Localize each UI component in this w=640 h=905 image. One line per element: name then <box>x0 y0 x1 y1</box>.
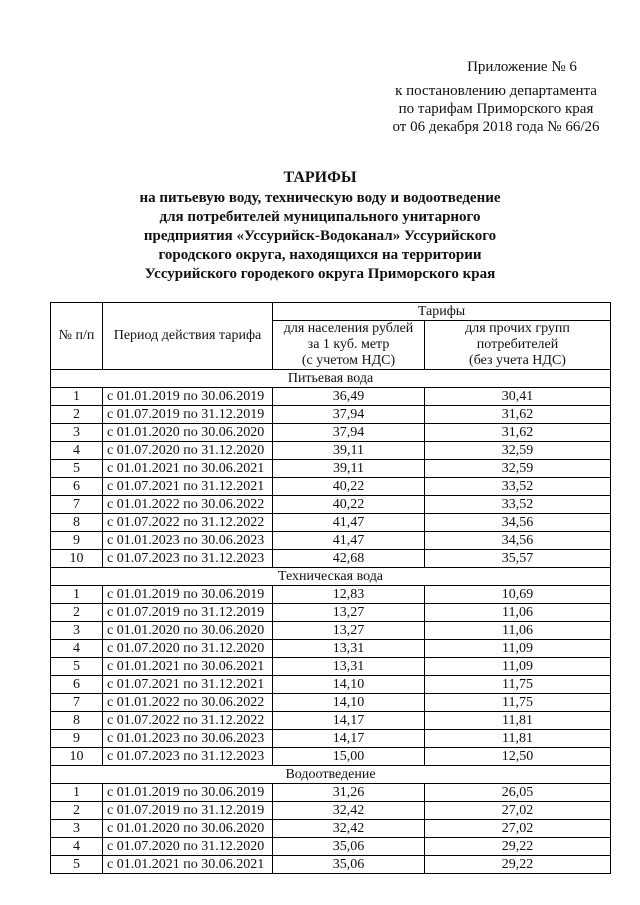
row-population-tariff: 32,42 <box>273 820 425 838</box>
row-other-tariff: 29,22 <box>425 856 611 874</box>
row-population-tariff: 13,31 <box>273 640 425 658</box>
row-population-tariff: 13,27 <box>273 622 425 640</box>
row-other-tariff: 27,02 <box>425 802 611 820</box>
table-row <box>51 442 611 460</box>
header-line: за 1 куб. метр <box>307 337 390 352</box>
row-population-tariff: 39,11 <box>273 460 425 478</box>
document-title: ТАРИФЫ <box>283 169 357 186</box>
row-number: 3 <box>51 424 103 442</box>
row-other-tariff: 31,62 <box>425 406 611 424</box>
row-period: с 01.01.2019 по 30.06.2019 <box>103 388 273 406</box>
table-row <box>51 676 611 694</box>
row-period: с 01.01.2019 по 30.06.2019 <box>103 784 273 802</box>
row-number: 7 <box>51 694 103 712</box>
table-row <box>51 640 611 658</box>
row-other-tariff: 35,57 <box>425 550 611 568</box>
row-other-tariff: 11,06 <box>425 622 611 640</box>
column-header-period: Период действия тарифа <box>103 303 273 370</box>
row-other-tariff: 34,56 <box>425 532 611 550</box>
table-row <box>51 424 611 442</box>
row-other-tariff: 11,81 <box>425 712 611 730</box>
row-period: с 01.07.2020 по 31.12.2020 <box>103 838 273 856</box>
row-period: с 01.01.2021 по 30.06.2021 <box>103 460 273 478</box>
row-other-tariff: 11,06 <box>425 604 611 622</box>
row-period: с 01.01.2019 по 30.06.2019 <box>103 586 273 604</box>
table-row <box>51 550 611 568</box>
row-other-tariff: 12,50 <box>425 748 611 766</box>
row-number: 5 <box>51 856 103 874</box>
row-number: 10 <box>51 748 103 766</box>
row-other-tariff: 31,62 <box>425 424 611 442</box>
row-period: с 01.07.2022 по 31.12.2022 <box>103 514 273 532</box>
row-number: 2 <box>51 802 103 820</box>
row-population-tariff: 39,11 <box>273 442 425 460</box>
table-row <box>51 514 611 532</box>
row-number: 1 <box>51 784 103 802</box>
section-row <box>51 766 611 784</box>
table-row <box>51 460 611 478</box>
row-number: 5 <box>51 460 103 478</box>
section-title: Питьевая вода <box>51 370 611 388</box>
row-period: с 01.07.2020 по 31.12.2020 <box>103 442 273 460</box>
appendix-line: по тарифам Приморского края <box>398 101 594 117</box>
row-other-tariff: 11,75 <box>425 694 611 712</box>
row-population-tariff: 14,17 <box>273 712 425 730</box>
row-number: 10 <box>51 550 103 568</box>
table-row <box>51 604 611 622</box>
row-population-tariff: 37,94 <box>273 424 425 442</box>
row-number: 6 <box>51 676 103 694</box>
table-row <box>51 784 611 802</box>
section-title: Техническая вода <box>51 568 611 586</box>
row-population-tariff: 41,47 <box>273 514 425 532</box>
row-number: 4 <box>51 442 103 460</box>
row-population-tariff: 31,26 <box>273 784 425 802</box>
table-row <box>51 820 611 838</box>
row-population-tariff: 13,31 <box>273 658 425 676</box>
appendix-line: к постановлению департамента <box>395 83 597 99</box>
row-other-tariff: 27,02 <box>425 820 611 838</box>
document-title-block <box>100 168 540 284</box>
row-other-tariff: 32,59 <box>425 442 611 460</box>
row-period: с 01.01.2023 по 30.06.2023 <box>103 532 273 550</box>
table-row <box>51 658 611 676</box>
row-population-tariff: 35,06 <box>273 838 425 856</box>
row-population-tariff: 37,94 <box>273 406 425 424</box>
row-period: с 01.07.2019 по 31.12.2019 <box>103 802 273 820</box>
row-period: с 01.01.2021 по 30.06.2021 <box>103 856 273 874</box>
row-number: 3 <box>51 820 103 838</box>
row-population-tariff: 40,22 <box>273 478 425 496</box>
column-header-number: № п/п <box>51 303 103 370</box>
tariffs-table <box>50 302 611 874</box>
table-row <box>51 730 611 748</box>
row-population-tariff: 35,06 <box>273 856 425 874</box>
header-line: потребителей <box>476 337 559 352</box>
row-number: 4 <box>51 640 103 658</box>
row-period: с 01.07.2021 по 31.12.2021 <box>103 478 273 496</box>
row-period: с 01.01.2020 по 30.06.2020 <box>103 820 273 838</box>
row-period: с 01.07.2023 по 31.12.2023 <box>103 550 273 568</box>
row-number: 1 <box>51 388 103 406</box>
row-population-tariff: 12,83 <box>273 586 425 604</box>
row-number: 9 <box>51 730 103 748</box>
table-row <box>51 856 611 874</box>
table-header <box>51 303 611 370</box>
header-line: для населения рублей <box>283 321 414 336</box>
row-period: с 01.01.2022 по 30.06.2022 <box>103 496 273 514</box>
title-line: на питьевую воду, техническую воду и водоотведение <box>139 190 501 206</box>
row-period: с 01.07.2021 по 31.12.2021 <box>103 676 273 694</box>
row-population-tariff: 14,10 <box>273 694 425 712</box>
row-other-tariff: 33,52 <box>425 496 611 514</box>
row-number: 2 <box>51 604 103 622</box>
table-row <box>51 406 611 424</box>
row-period: с 01.01.2023 по 30.06.2023 <box>103 730 273 748</box>
column-header-population <box>273 321 425 370</box>
row-other-tariff: 30,41 <box>425 388 611 406</box>
row-other-tariff: 10,69 <box>425 586 611 604</box>
row-other-tariff: 34,56 <box>425 514 611 532</box>
header-line: (с учетом НДС) <box>301 353 396 368</box>
table-row <box>51 712 611 730</box>
row-population-tariff: 14,10 <box>273 676 425 694</box>
title-line: городского округа, находящихся на территории <box>158 247 482 263</box>
row-population-tariff: 41,47 <box>273 532 425 550</box>
table-row <box>51 838 611 856</box>
section-row <box>51 370 611 388</box>
row-period: с 01.07.2022 по 31.12.2022 <box>103 712 273 730</box>
table-row <box>51 532 611 550</box>
row-other-tariff: 29,22 <box>425 838 611 856</box>
column-header-tariffs: Тарифы <box>273 303 611 321</box>
table-body <box>51 370 611 874</box>
column-header-other-consumers <box>425 321 611 370</box>
title-line: предприятия «Уссурийск-Водоканал» Уссурийского <box>143 228 497 244</box>
row-number: 3 <box>51 622 103 640</box>
row-period: с 01.07.2019 по 31.12.2019 <box>103 406 273 424</box>
row-other-tariff: 11,09 <box>425 658 611 676</box>
row-number: 8 <box>51 514 103 532</box>
row-number: 6 <box>51 478 103 496</box>
table-row <box>51 748 611 766</box>
row-period: с 01.07.2020 по 31.12.2020 <box>103 640 273 658</box>
row-population-tariff: 36,49 <box>273 388 425 406</box>
row-population-tariff: 14,17 <box>273 730 425 748</box>
row-other-tariff: 32,59 <box>425 460 611 478</box>
row-number: 9 <box>51 532 103 550</box>
row-population-tariff: 32,42 <box>273 802 425 820</box>
table-row <box>51 622 611 640</box>
row-period: с 01.01.2022 по 30.06.2022 <box>103 694 273 712</box>
title-line: Уссурийского городекого округа Приморского края <box>144 266 496 282</box>
row-number: 1 <box>51 586 103 604</box>
row-population-tariff: 15,00 <box>273 748 425 766</box>
header-line: для прочих групп <box>465 321 570 336</box>
row-population-tariff: 13,27 <box>273 604 425 622</box>
table-row <box>51 388 611 406</box>
appendix-number: Приложение № 6 <box>467 59 577 75</box>
row-period: с 01.01.2020 по 30.06.2020 <box>103 622 273 640</box>
table-row <box>51 694 611 712</box>
table-row <box>51 496 611 514</box>
row-period: с 01.07.2023 по 31.12.2023 <box>103 748 273 766</box>
row-population-tariff: 40,22 <box>273 496 425 514</box>
row-number: 7 <box>51 496 103 514</box>
row-number: 5 <box>51 658 103 676</box>
table-row <box>51 478 611 496</box>
section-title: Водоотведение <box>51 766 611 784</box>
header-line: (без учета НДС) <box>469 353 566 368</box>
row-other-tariff: 26,05 <box>425 784 611 802</box>
table-row <box>51 586 611 604</box>
appendix-line: от 06 декабря 2018 года № 66/26 <box>392 119 600 135</box>
row-other-tariff: 33,52 <box>425 478 611 496</box>
row-period: с 01.01.2021 по 30.06.2021 <box>103 658 273 676</box>
row-other-tariff: 11,75 <box>425 676 611 694</box>
row-period: с 01.07.2019 по 31.12.2019 <box>103 604 273 622</box>
row-population-tariff: 42,68 <box>273 550 425 568</box>
row-number: 2 <box>51 406 103 424</box>
row-period: с 01.01.2020 по 30.06.2020 <box>103 424 273 442</box>
appendix-block <box>380 58 612 136</box>
row-other-tariff: 11,81 <box>425 730 611 748</box>
row-number: 8 <box>51 712 103 730</box>
row-other-tariff: 11,09 <box>425 640 611 658</box>
table-row <box>51 802 611 820</box>
row-number: 4 <box>51 838 103 856</box>
section-row <box>51 568 611 586</box>
title-line: для потребителей муниципального унитарного <box>159 209 481 225</box>
